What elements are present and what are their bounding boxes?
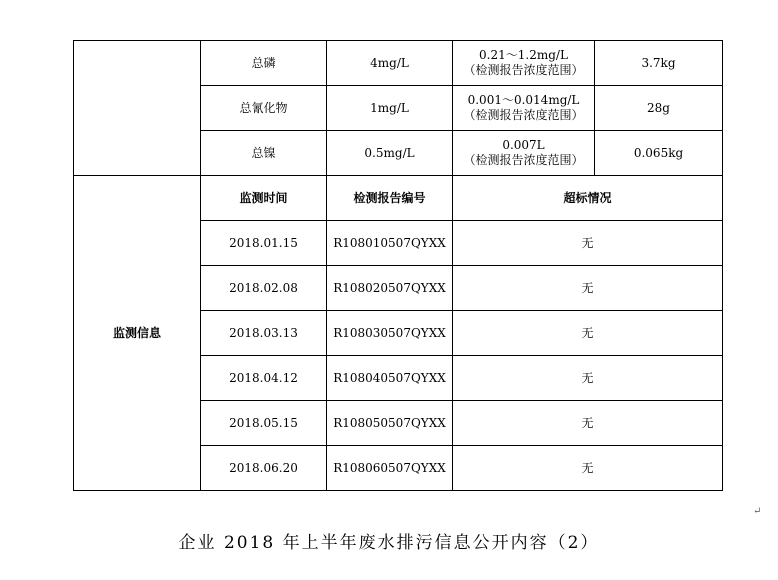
- exceed-status: 无: [453, 356, 723, 401]
- header-exceed-status: 超标情况: [453, 176, 723, 221]
- pollutant-standard: 0.5mg/L: [327, 131, 453, 176]
- pollutant-name: 总磷: [201, 41, 327, 86]
- pollutant-standard: 1mg/L: [327, 86, 453, 131]
- range-note: （检测报告浓度范围）: [463, 63, 584, 77]
- pollutant-range: [453, 41, 595, 86]
- monitor-date: 2018.03.13: [201, 311, 327, 356]
- report-number: R108040507QYXX: [327, 356, 453, 401]
- monitor-date: 2018.04.12: [201, 356, 327, 401]
- pollutant-range: [453, 86, 595, 131]
- range-value: 0.21～1.2mg/L: [479, 48, 568, 62]
- exceed-status: 无: [453, 401, 723, 446]
- pollutant-range: [453, 131, 595, 176]
- exceed-status: 无: [453, 311, 723, 356]
- monitoring-header-row: [74, 176, 723, 221]
- report-number: R108060507QYXX: [327, 446, 453, 491]
- pollutant-standard: 4mg/L: [327, 41, 453, 86]
- pollutant-amount: 0.065kg: [595, 131, 723, 176]
- pollutant-row: [74, 41, 723, 86]
- report-number: R108020507QYXX: [327, 266, 453, 311]
- range-note: （检测报告浓度范围）: [463, 153, 584, 167]
- range-value: 0.001～0.014mg/L: [467, 93, 580, 107]
- monitor-date: 2018.06.20: [201, 446, 327, 491]
- report-number: R108050507QYXX: [327, 401, 453, 446]
- report-number: R108030507QYXX: [327, 311, 453, 356]
- range-value: 0.007L: [502, 138, 545, 152]
- pollutant-name: 总氰化物: [201, 86, 327, 131]
- paragraph-mark: ↵: [753, 506, 762, 517]
- report-number: R108010507QYXX: [327, 221, 453, 266]
- header-monitor-time: 监测时间: [201, 176, 327, 221]
- monitor-date: 2018.05.15: [201, 401, 327, 446]
- pollutant-name: 总镍: [201, 131, 327, 176]
- header-report-number: 检测报告编号: [327, 176, 453, 221]
- pollution-info-table: [73, 40, 723, 491]
- exceed-status: 无: [453, 221, 723, 266]
- monitor-date: 2018.01.15: [201, 221, 327, 266]
- blank-category-cell: [74, 41, 201, 176]
- pollutant-amount: 3.7kg: [595, 41, 723, 86]
- exceed-status: 无: [453, 446, 723, 491]
- monitoring-section-label: 监测信息: [74, 176, 201, 491]
- pollutant-amount: 28g: [595, 86, 723, 131]
- exceed-status: 无: [453, 266, 723, 311]
- table-caption: 企业 2018 年上半年废水排污信息公开内容（2）: [178, 533, 600, 553]
- range-note: （检测报告浓度范围）: [463, 108, 584, 122]
- monitor-date: 2018.02.08: [201, 266, 327, 311]
